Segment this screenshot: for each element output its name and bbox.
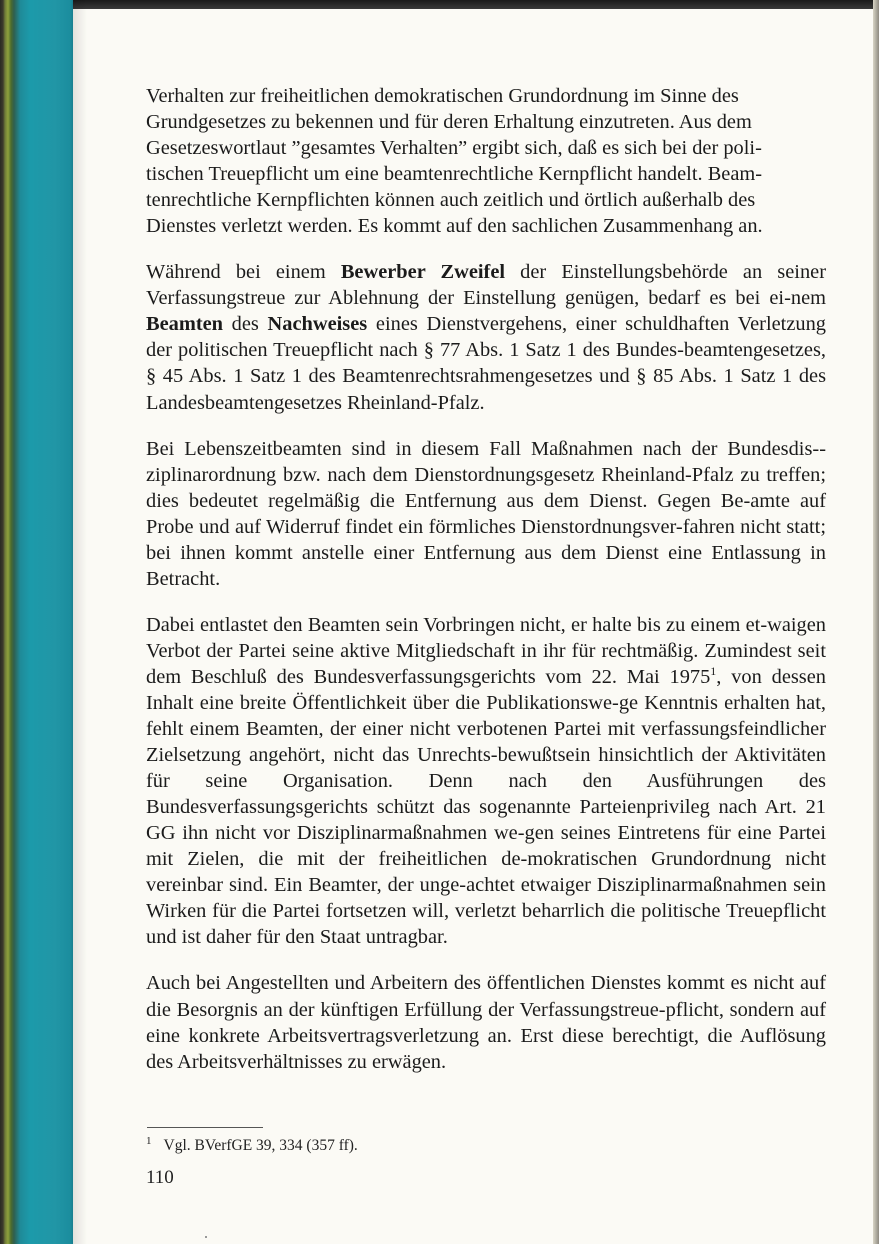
p1-line-2: Grundgesetzes zu bekennen und für deren Erhaltung einzutreten. Aus dem bbox=[146, 111, 752, 134]
body-text bbox=[146, 83, 826, 1095]
paragraph-1 bbox=[146, 83, 826, 239]
p4-text-a: Dabei entlastet den Beamten sein Vorbringen nicht, er halte bis zu einem et-waigen Verbot der Partei seine aktive Mitgliedschaft in ihr für rechtmäßig. Zumindest seit dem Beschluß des Bundesverfassungsgerichts vom 22. Mai 1975 bbox=[146, 613, 826, 688]
page-right-edge bbox=[873, 0, 879, 1244]
scan-speck bbox=[205, 1236, 207, 1238]
scan-top-edge bbox=[0, 0, 879, 9]
footnote-reference: 1 bbox=[710, 664, 717, 679]
p2-text-c: des bbox=[223, 313, 268, 336]
p1-line-1: Verhalten zur freiheitlichen demokratischen Grundordnung im Sinne des bbox=[146, 85, 739, 107]
p2-bold-nachweises: Nachweises bbox=[267, 313, 368, 336]
paragraph-4 bbox=[146, 612, 826, 951]
p2-text-b: der Einstellungsbehörde an seiner Verfassungstreue zur Ablehnung der Einstellung genügen, bedarf es bei ei-nem bbox=[146, 261, 826, 310]
paragraph-2 bbox=[146, 259, 826, 415]
p1-line-6: Dienstes verletzt werden. Es kommt auf den sachlichen Zusammenhang an. bbox=[146, 215, 763, 238]
p2-text-d: eines Dienstvergehens, einer schuldhaften Verletzung der politischen Treuepflicht nach § 77 Abs. 1 Satz 1 des Bundes-beamtengesetzes, § 45 Abs. 1 Satz 1 des Beamtenrechtsrahmengesetzes und § 85 Abs. 1 Satz 1 des Landesbeamtengesetzes Rheinland-Pfalz. bbox=[146, 313, 826, 414]
book-binding-edge bbox=[0, 0, 73, 1244]
paragraph-3: Bei Lebenszeitbeamten sind in diesem Fall Maßnahmen nach der Bundesdis-ziplinarordnung bzw. nach dem Dienstordnungsgesetz Rheinland-Pfalz zu treffen; dies bedeutet regelmäßig die Entfernung aus dem Dienst. Gegen Be-amte auf Probe und auf Widerruf findet ein förmliches Dienstordnungsver-fahren nicht statt; bei ihnen kommt anstelle einer Entfernung aus dem Dienst eine Entlassung in Betracht. bbox=[146, 437, 826, 590]
p2-text-a: Während bei einem bbox=[146, 261, 341, 284]
footnote-divider bbox=[147, 1127, 263, 1128]
footnote-marker: 1 bbox=[146, 1135, 152, 1147]
p1-line-3: Gesetzeswortlaut ”gesamtes Verhalten” ergibt sich, daß es sich bei der poli- bbox=[146, 137, 762, 160]
binding-shadow bbox=[73, 0, 87, 1244]
p2-bold-beamten: Beamten bbox=[146, 313, 224, 336]
paragraph-5: Auch bei Angestellten und Arbeitern des öffentlichen Dienstes kommt es nicht auf die Besorgnis an der künftigen Erfüllung der Verfassungstreue-pflicht, sondern auf eine konkrete Arbeitsvertragsverletzung an. Erst diese berechtigt, die Auflösung des Arbeitsverhältnisses zu erwägen. bbox=[146, 972, 826, 1073]
footnote bbox=[146, 1135, 358, 1155]
p2-bold-bewerber: Bewerber Zweifel bbox=[340, 261, 506, 284]
page-number: 110 bbox=[146, 1167, 174, 1188]
footnote-text: Vgl. BVerfGE 39, 334 (357 ff). bbox=[163, 1137, 358, 1155]
p1-line-4: tischen Treuepflicht um eine beamtenrechtliche Kernpflicht handelt. Beam- bbox=[146, 163, 763, 186]
p1-line-5: tenrechtliche Kernpflichten können auch zeitlich und örtlich außerhalb des bbox=[146, 189, 756, 212]
p4-text-b: , von dessen Inhalt eine breite Öffentlichkeit über die Publikationswe-ge Kenntnis erhalten hat, fehlt einem Beamten, der einer nicht verbotenen Partei mit verfassungsfeindlicher Zielsetzung angehört, nicht das Unrechts-bewußtsein hinsichtlich der Aktivitäten für seine Organisation. Denn nach den Ausführungen des Bundesverfassungsgerichts schützt das sogenannte Parteienprivileg nach Art. 21 GG ihn nicht vor Disziplinarmaßnahmen we-gen seines Eintretens für eine Partei mit Zielen, die mit der freiheitlichen de-mokratischen Grundordnung nicht vereinbar sind. Ein Beamter, der unge-achtet etwaiger Disziplinarmaßnahmen sein Wirken für die Partei fortsetzen will, verletzt beharrlich die politische Treuepflicht und ist daher für den Staat untragbar. bbox=[146, 665, 826, 949]
